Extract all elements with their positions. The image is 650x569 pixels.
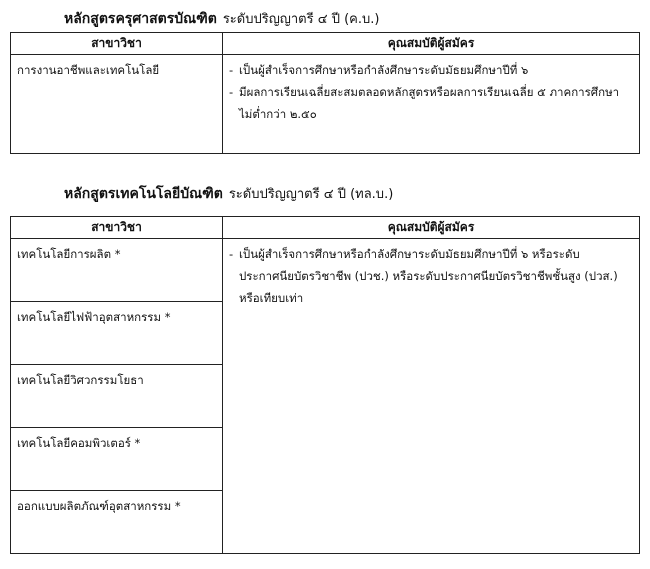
field-name: ออกแบบผลิตภัณฑ์อุตสาหกรรม * bbox=[11, 491, 223, 554]
section2-title-bold: หลักสูตรเทคโนโลยีบัณฑิต bbox=[64, 186, 223, 202]
field-name: เทคโนโลยีวิศวกรรมโยธา bbox=[11, 365, 223, 428]
section2-title-level: ระดับปริญญาตรี ๔ ปี (ทล.บ.) bbox=[228, 187, 394, 202]
section1-header-qualifications: คุณสมบัติผู้สมัคร bbox=[223, 33, 640, 55]
section1-table bbox=[10, 32, 640, 154]
field-name: เทคโนโลยีไฟฟ้าอุตสาหกรรม * bbox=[11, 302, 223, 365]
section1-title bbox=[64, 8, 379, 30]
qualification-item: - เป็นผู้สำเร็จการศึกษาหรือกำลังศึกษาระดับมัธยมศึกษาปีที่ ๖ หรือระดับประกาศนียบัตรวิชาชีพ (ปวช.) หรือระดับประกาศนียบัตรวิชาชีพชั้นสูง (ปวส.) หรือเทียบเท่า bbox=[229, 247, 618, 305]
section1-header-row bbox=[11, 33, 640, 55]
qualification-item: - มีผลการเรียนเฉลี่ยสะสมตลอดหลักสูตรหรือผลการเรียนเฉลี่ย ๕ ภาคการศึกษา ไม่ต่ำกว่า ๒.๕๐ bbox=[229, 85, 620, 121]
field-name: เทคโนโลยีการผลิต * bbox=[11, 239, 223, 302]
section2-table bbox=[10, 216, 640, 554]
qualifications-cell bbox=[223, 55, 640, 154]
section1-title-bold: หลักสูตรครุศาสตรบัณฑิต bbox=[64, 11, 217, 27]
section2-header-row bbox=[11, 217, 640, 239]
section2-header-qualifications: คุณสมบัติผู้สมัคร bbox=[223, 217, 640, 239]
field-name: เทคโนโลยีคอมพิวเตอร์ * bbox=[11, 428, 223, 491]
section2-title bbox=[64, 183, 393, 205]
table-row bbox=[11, 55, 640, 154]
field-name: การงานอาชีพและเทคโนโลยี bbox=[11, 55, 223, 154]
qualification-item: - เป็นผู้สำเร็จการศึกษาหรือกำลังศึกษาระดับมัธยมศึกษาปีที่ ๖ bbox=[229, 63, 529, 77]
table-row bbox=[11, 239, 640, 302]
section1-header-field: สาขาวิชา bbox=[11, 33, 223, 55]
section2-header-field: สาขาวิชา bbox=[11, 217, 223, 239]
section1-title-level: ระดับปริญญาตรี ๔ ปี (ค.บ.) bbox=[222, 12, 380, 27]
qualifications-cell bbox=[223, 239, 640, 554]
